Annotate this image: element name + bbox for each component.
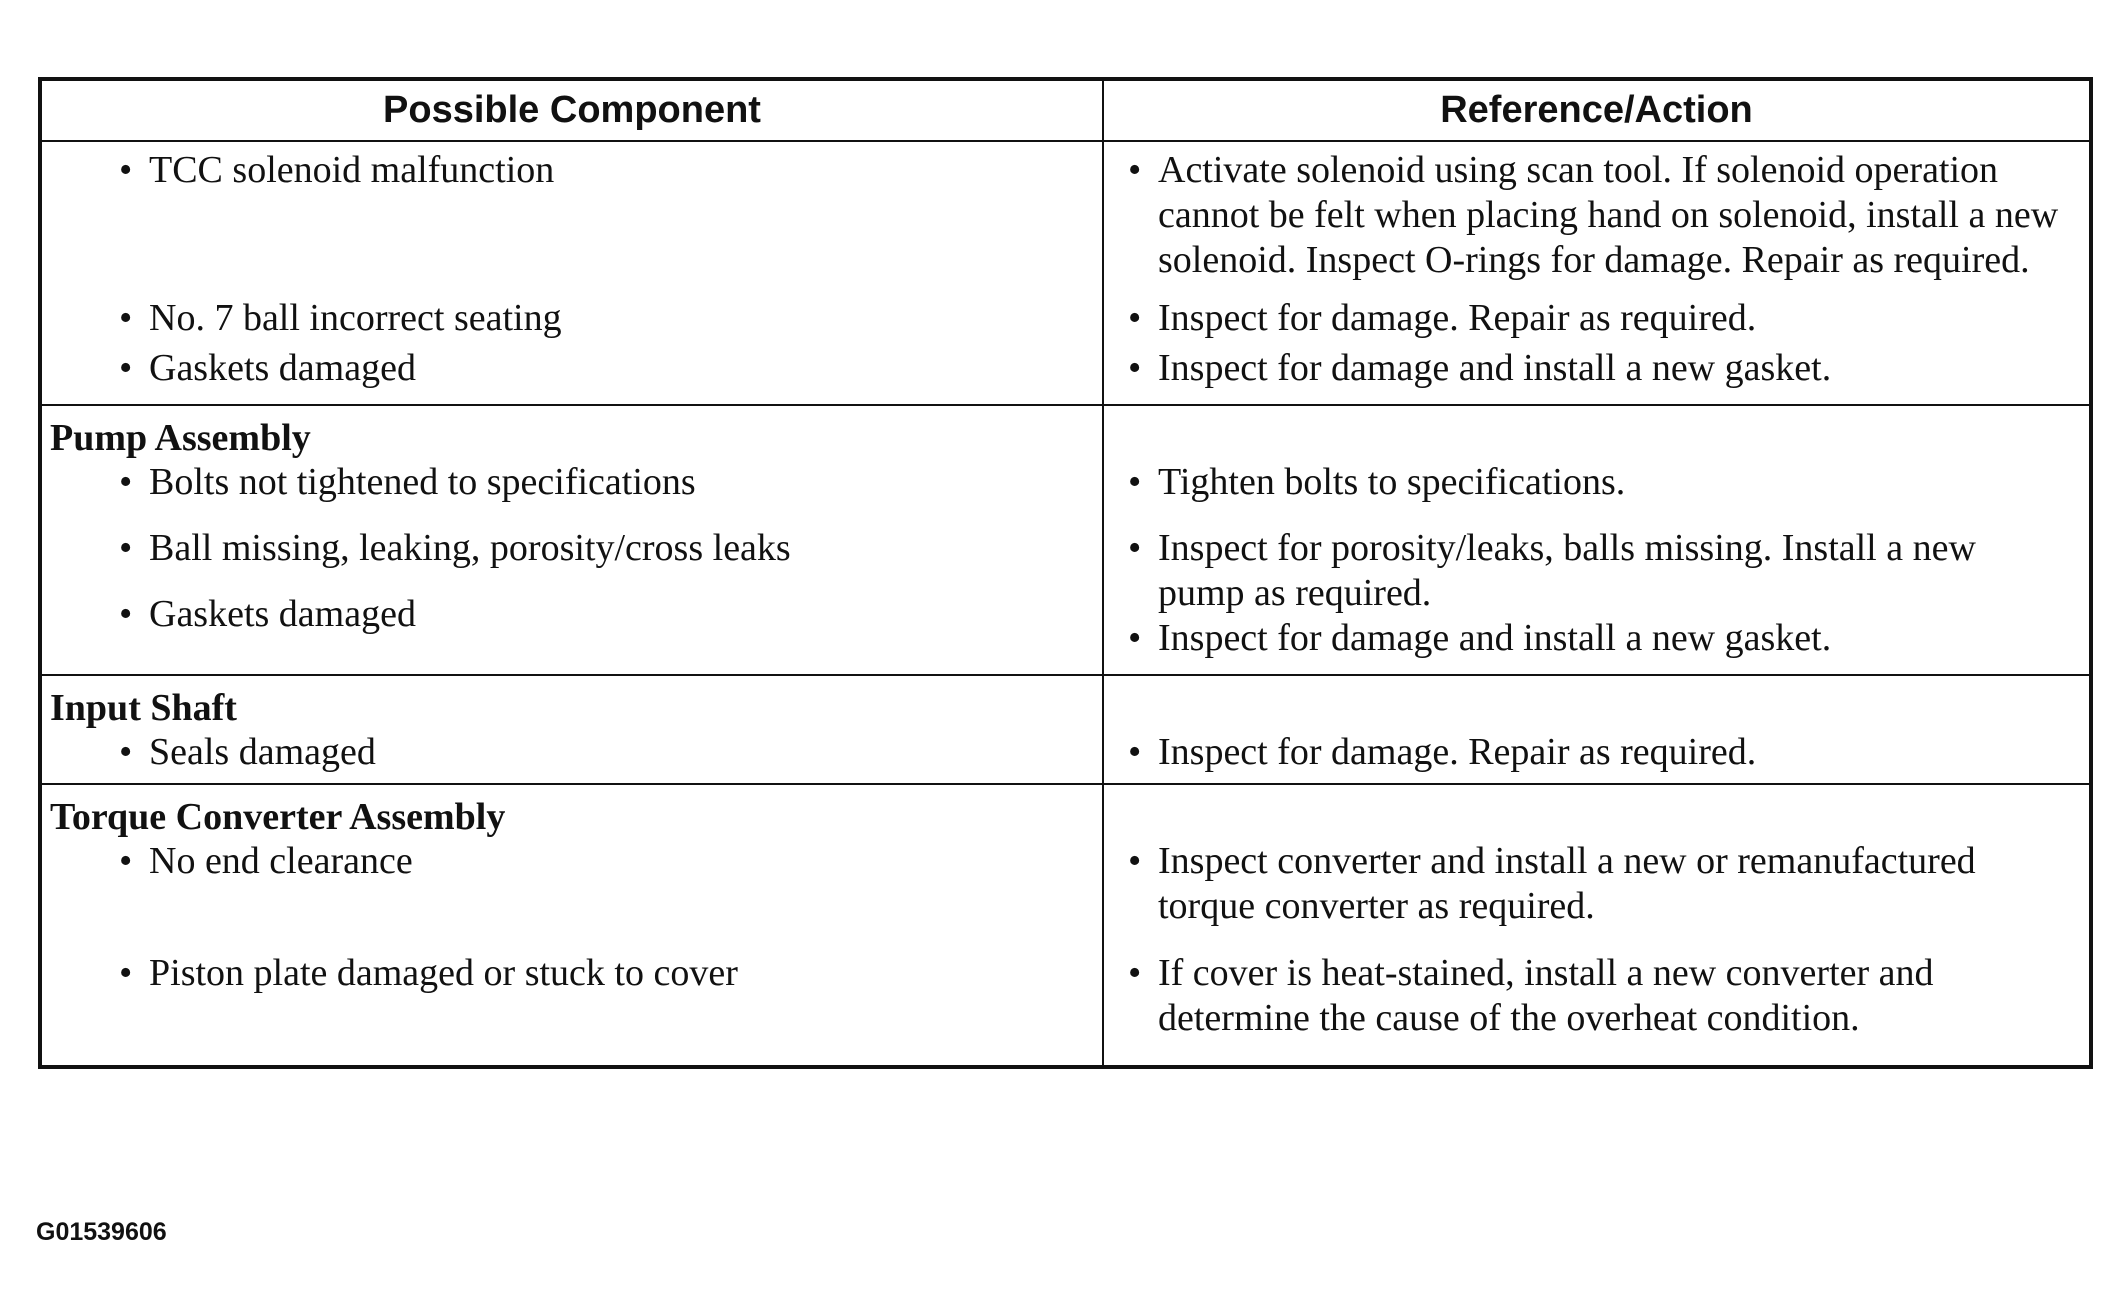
bullet-icon: • xyxy=(1128,297,1142,339)
bullet-icon: • xyxy=(119,347,133,389)
action-item xyxy=(1104,296,2089,346)
diagnostic-table xyxy=(38,77,2093,1069)
action-text: Inspect for porosity/leaks, balls missing. Install a new pump as required. xyxy=(1158,527,1976,614)
bullet-icon: • xyxy=(1128,952,1142,994)
table-section-row xyxy=(40,784,2091,1067)
component-text: Gaskets damaged xyxy=(149,347,416,389)
component-text: Piston plate damaged or stuck to cover xyxy=(149,952,738,994)
action-text: Inspect converter and install a new or remanufactured torque converter as required. xyxy=(1158,840,1976,927)
component-item xyxy=(42,951,1102,1059)
action-item xyxy=(1104,951,2089,1059)
action-text: If cover is heat-stained, install a new converter and determine the cause of the overheat condition. xyxy=(1158,952,1934,1039)
bullet-icon: • xyxy=(119,593,133,635)
table-section-row xyxy=(40,141,2091,405)
action-text: Inspect for damage and install a new gasket. xyxy=(1158,347,1832,389)
component-text: TCC solenoid malfunction xyxy=(149,149,555,191)
component-cell xyxy=(40,141,1103,405)
figure-code: G01539606 xyxy=(36,1218,167,1246)
header-reference-action: Reference/Action xyxy=(1103,79,2091,141)
component-text: No end clearance xyxy=(149,840,413,882)
component-text: Gaskets damaged xyxy=(149,593,416,635)
component-item xyxy=(42,148,1102,296)
bullet-icon: • xyxy=(1128,840,1142,882)
component-text: Ball missing, leaking, porosity/cross leaks xyxy=(149,527,791,569)
bullet-icon: • xyxy=(1128,731,1142,773)
bullet-icon: • xyxy=(119,952,133,994)
component-cell xyxy=(40,675,1103,784)
header-possible-component: Possible Component xyxy=(40,79,1103,141)
section-title-spacer xyxy=(1104,676,2089,730)
section-title-spacer xyxy=(1104,406,2089,460)
bullet-icon: • xyxy=(119,297,133,339)
bullet-icon: • xyxy=(119,461,133,503)
section-title: Torque Converter Assembly xyxy=(50,796,506,838)
action-text: Inspect for damage and install a new gasket. xyxy=(1158,617,1832,659)
bullet-icon: • xyxy=(1128,617,1142,659)
component-item xyxy=(42,839,1102,951)
component-item xyxy=(42,526,1102,592)
action-cell xyxy=(1103,675,2091,784)
bullet-icon: • xyxy=(119,149,133,191)
component-cell xyxy=(40,405,1103,675)
section-title: Input Shaft xyxy=(50,687,237,729)
bullet-icon: • xyxy=(1128,149,1142,191)
component-item xyxy=(42,346,1102,394)
section-title-spacer xyxy=(1104,785,2089,839)
bullet-icon: • xyxy=(119,731,133,773)
section-title: Pump Assembly xyxy=(50,417,311,459)
bullet-icon: • xyxy=(1128,347,1142,389)
bullet-icon: • xyxy=(1128,527,1142,569)
action-item xyxy=(1104,730,2089,775)
action-text: Inspect for damage. Repair as required. xyxy=(1158,731,1757,773)
action-cell xyxy=(1103,405,2091,675)
component-item xyxy=(42,730,1102,775)
component-text: Seals damaged xyxy=(149,731,376,773)
bullet-icon: • xyxy=(119,527,133,569)
component-item xyxy=(42,296,1102,346)
action-item xyxy=(1104,148,2089,296)
action-cell xyxy=(1103,141,2091,405)
action-cell xyxy=(1103,784,2091,1067)
action-item xyxy=(1104,346,2089,394)
component-text: No. 7 ball incorrect seating xyxy=(149,297,562,339)
action-text: Activate solenoid using scan tool. If solenoid operation cannot be felt when placing hand on solenoid, install a new solenoid. Inspect O-rings for damage. Repair as required. xyxy=(1158,149,2059,281)
component-item xyxy=(42,592,1102,642)
component-cell xyxy=(40,784,1103,1067)
action-item xyxy=(1104,526,2089,616)
bullet-icon: • xyxy=(119,840,133,882)
table-body xyxy=(40,141,2091,1067)
action-item xyxy=(1104,460,2089,526)
bullet-icon: • xyxy=(1128,461,1142,503)
action-text: Inspect for damage. Repair as required. xyxy=(1158,297,1757,339)
action-item xyxy=(1104,839,2089,951)
component-item xyxy=(42,460,1102,526)
table-section-row xyxy=(40,405,2091,675)
action-text: Tighten bolts to specifications. xyxy=(1158,461,1626,503)
action-item xyxy=(1104,616,2089,666)
table-section-row xyxy=(40,675,2091,784)
component-text: Bolts not tightened to specifications xyxy=(149,461,696,503)
